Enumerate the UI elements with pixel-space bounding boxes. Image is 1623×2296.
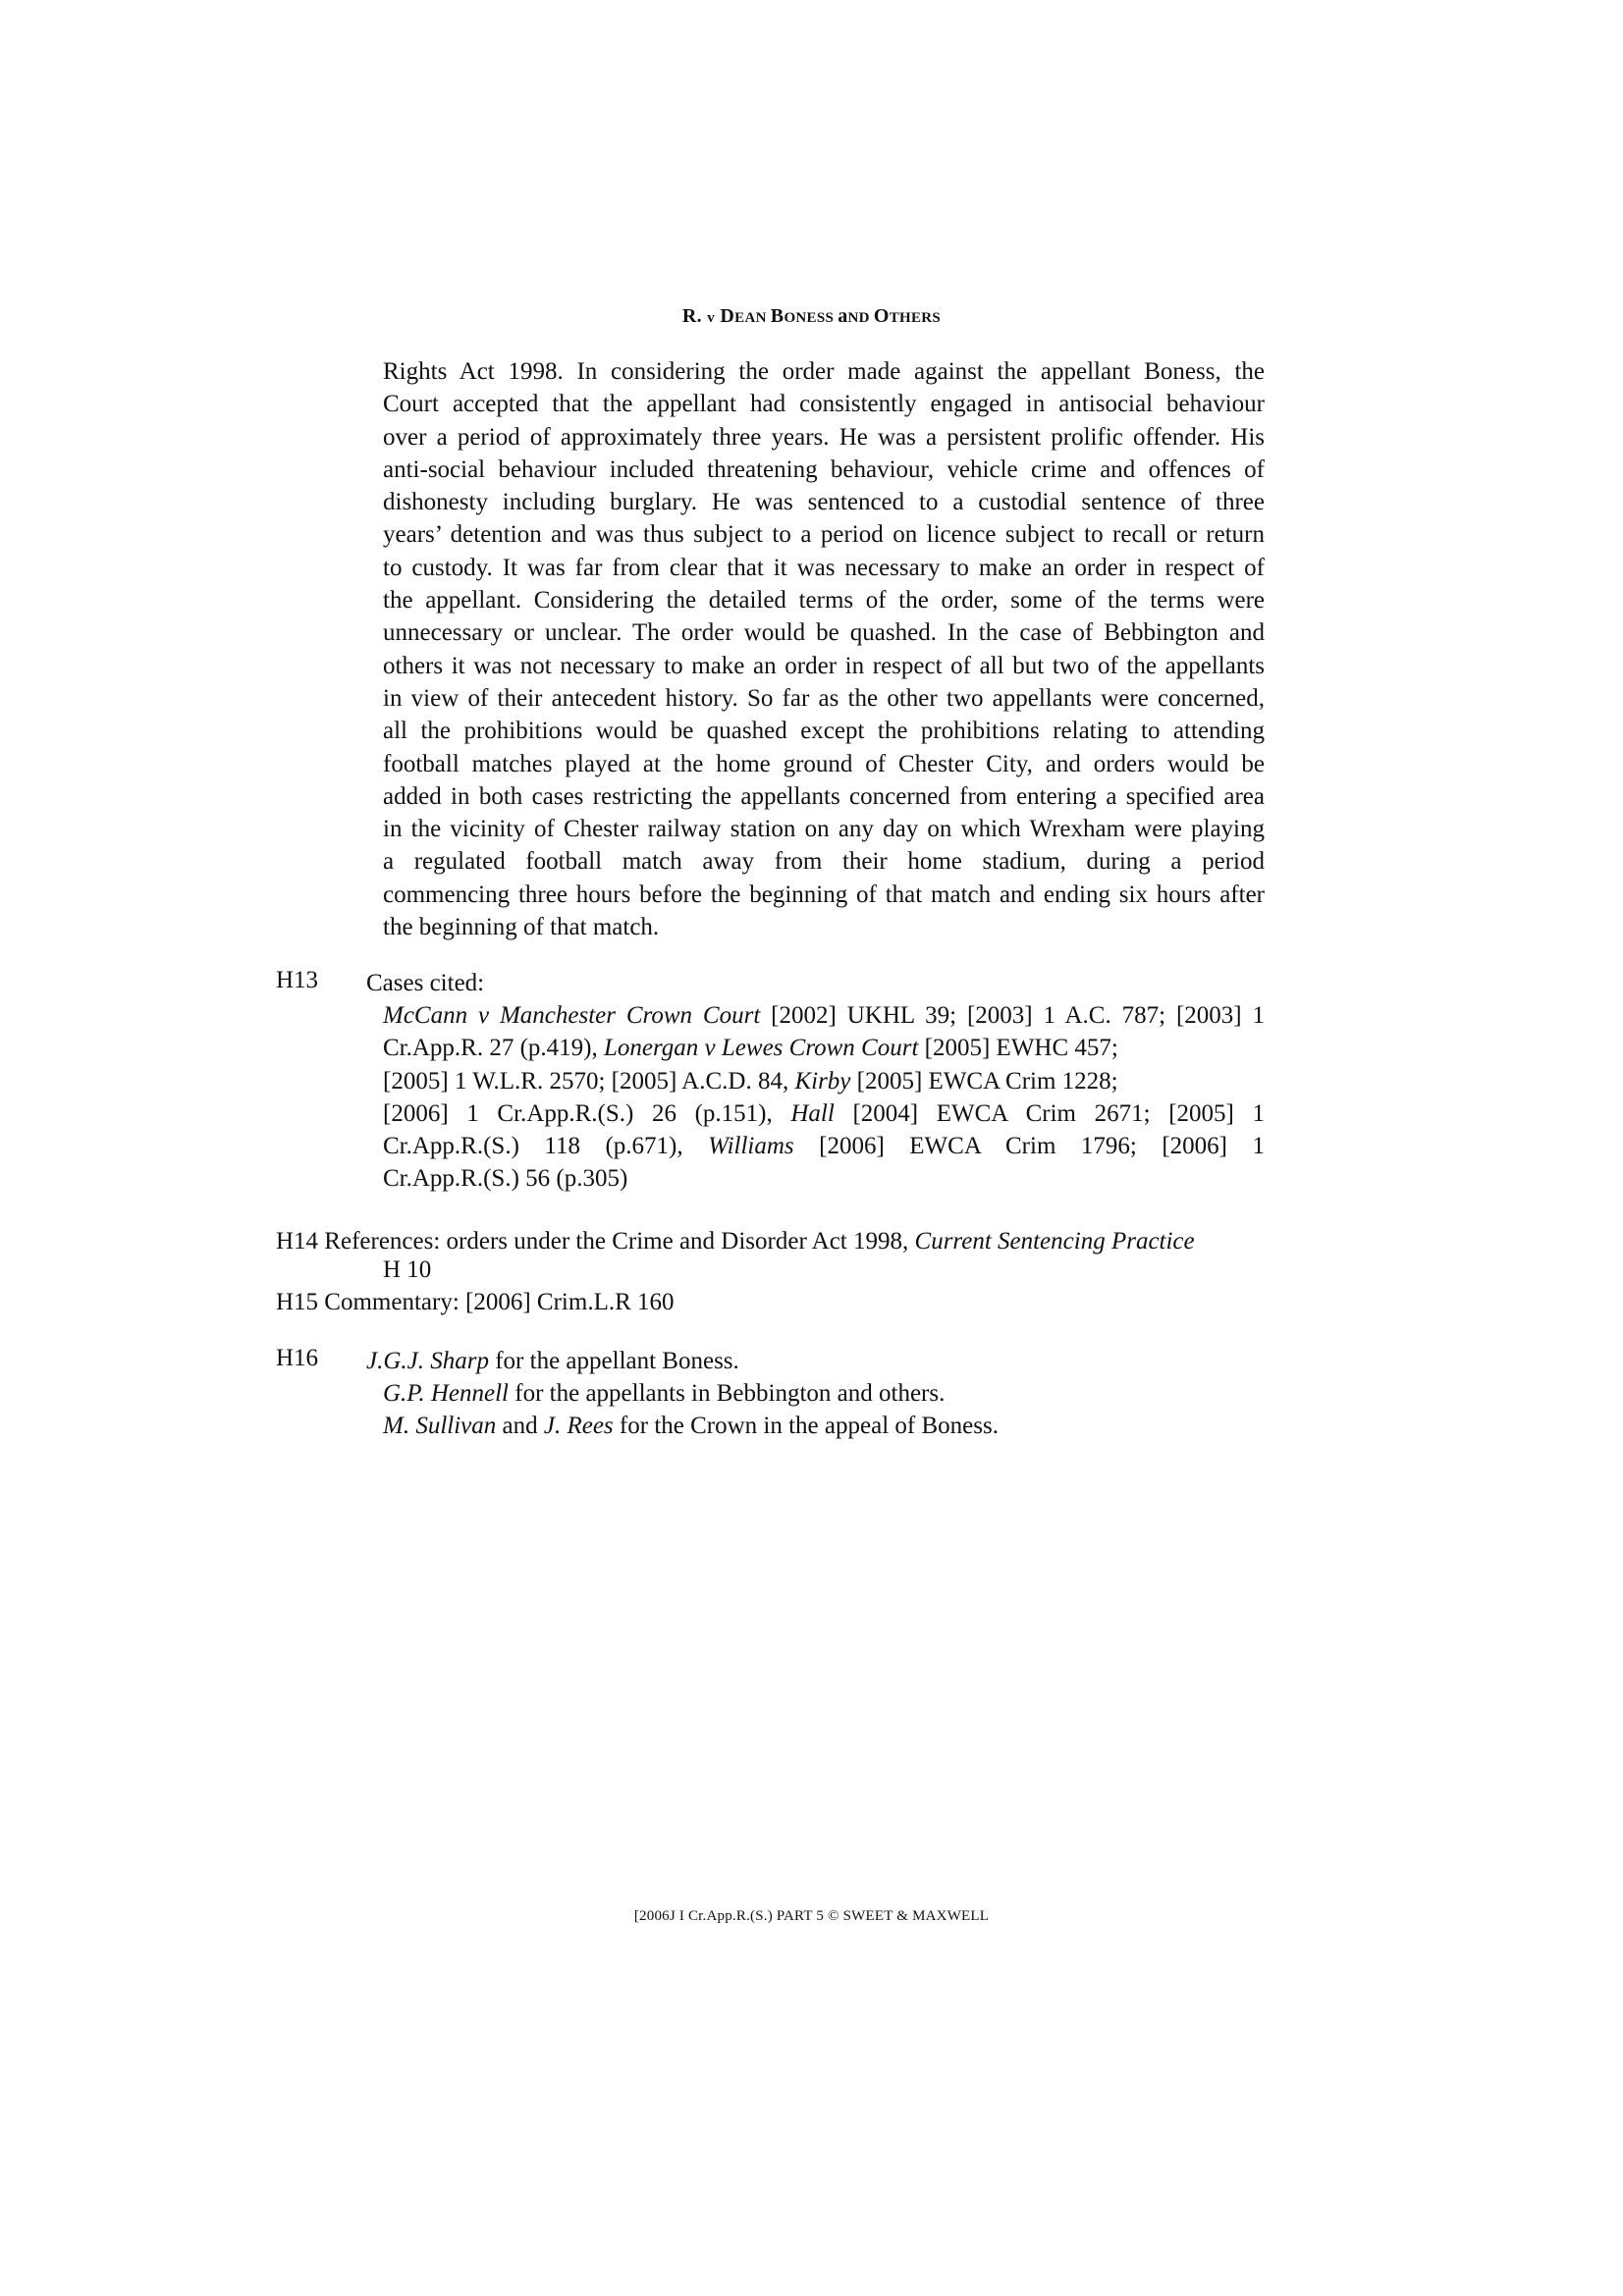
counsel-line [383, 1377, 945, 1410]
case-citation: [2002] UKHL 39; [2003] 1 A.C. 787; [2003] 1 [760, 1002, 1265, 1029]
counsel-line [366, 1345, 739, 1377]
counsel-role: for the Crown in the appeal of Boness. [613, 1413, 999, 1439]
counsel-name: M. Sullivan [383, 1413, 497, 1439]
counsel-line [383, 1410, 999, 1442]
case-citation: [2006] 1 Cr.App.R.(S.) 26 (p.151), [383, 1099, 791, 1127]
header-v: v [707, 310, 716, 326]
header-r: R. [681, 305, 702, 327]
counsel-role: for the appellants in Bebbington and others. [509, 1380, 946, 1407]
case-citation: [2004] EWCA Crim 2671; [2005] 1 [834, 1099, 1265, 1127]
header-case-name: DEAN BONESS aND OTHERS [720, 305, 942, 327]
paragraph-line: the beginning of that match. [383, 914, 660, 941]
paragraph-line: over a period of approximately three years. He was a persistent prolific offender. His [383, 423, 1265, 451]
paragraph-line: others it was not necessary to make an order in respect of all but two of the appellants [383, 652, 1265, 679]
paragraph-line: to custody. It was far from clear that it was necessary to make an order in respect of [383, 554, 1265, 581]
paragraph-line: years’ detention and was thus subject to a period on licence subject to recall or return [383, 521, 1265, 549]
counsel-name: J. Rees [543, 1413, 614, 1439]
h16-label: H16 [276, 1345, 319, 1371]
paragraph-line: Rights Act 1998. In considering the order made against the appellant Boness, the [383, 358, 1265, 385]
case-line [383, 1065, 1265, 1097]
paragraph-line: unnecessary or unclear. The order would be quashed. In the case of Bebbington and [383, 619, 1265, 647]
paragraph-line: dishonesty including burglary. He was sentenced to a custodial sentence of three [383, 489, 1265, 516]
h14-continuation: H 10 [383, 1256, 432, 1283]
case-citation: Cr.App.R.(S.) 118 (p.671), [383, 1133, 709, 1160]
counsel-conjunction: and [496, 1413, 544, 1439]
paragraph-line: football matches played at the home ground of Chester City, and orders would be [383, 750, 1265, 777]
case-citation: [2006] EWCA Crim 1796; [2006] 1 [793, 1133, 1265, 1160]
references-italic: Current Sentencing Practice [914, 1228, 1195, 1255]
case-citation: [2005] EWHC 457; [918, 1035, 1118, 1062]
page-footer: [2006J I Cr.App.R.(S.) PART 5 © SWEET & MAXWELL [633, 1908, 990, 1924]
paragraph-line: Court accepted that the appellant had consistently engaged in antisocial behaviour [383, 391, 1265, 418]
counsel-name: J.G.J. Sharp [366, 1348, 489, 1374]
paragraph-line: added in both cases restricting the appellants concerned from entering a specified area [383, 782, 1265, 810]
paragraph-line: a regulated football match away from their home stadium, during a period [383, 848, 1265, 876]
paragraph-line: commencing three hours before the beginning of that match and ending six hours after [383, 881, 1265, 908]
counsel-name: G.P. Hennell [383, 1380, 509, 1407]
counsel-role: for the appellant Boness. [488, 1348, 739, 1374]
references-text: H14 References: orders under the Crime and Disorder Act 1998, [276, 1228, 915, 1255]
paragraph-line: in the vicinity of Chester railway station on any day on which Wrexham were playing [383, 816, 1265, 843]
cases-cited-heading: Cases cited: [366, 970, 485, 996]
h15-commentary: H15 Commentary: [2006] Crim.L.R 160 [276, 1289, 675, 1315]
case-name: Williams [708, 1133, 794, 1160]
paragraph-line: in view of their antecedent history. So far as the other two appellants were concerned, [383, 684, 1265, 712]
case-name: McCann v Manchester Crown Court [383, 1002, 761, 1029]
case-line [383, 999, 1265, 1032]
cases-cited-list [383, 999, 1265, 1196]
paragraph-line: anti-social behaviour included threatening behaviour, vehicle crime and offences of [383, 455, 1265, 483]
case-name: Kirby [794, 1067, 851, 1095]
case-line [383, 1130, 1265, 1162]
paragraph-line: all the prohibitions would be quashed except the prohibitions relating to attending [383, 718, 1265, 745]
case-citation: Cr.App.R.(S.) 56 (p.305) [383, 1165, 628, 1193]
summary-paragraph [383, 355, 1265, 943]
h13-label: H13 [276, 967, 319, 993]
case-name: Lonergan v Lewes Crown Court [604, 1035, 919, 1062]
case-line [383, 1032, 1265, 1064]
running-header [0, 305, 1623, 328]
case-citation: [2005] EWCA Crim 1228; [850, 1067, 1118, 1095]
case-name: Hall [790, 1099, 835, 1127]
case-line [383, 1097, 1265, 1130]
case-citation: [2005] 1 W.L.R. 2570; [2005] A.C.D. 84, [383, 1067, 795, 1095]
paragraph-line: the appellant. Considering the detailed terms of the order, some of the terms were [383, 587, 1265, 614]
case-citation: Cr.App.R. 27 (p.419), [383, 1035, 604, 1062]
case-line [383, 1162, 1265, 1195]
